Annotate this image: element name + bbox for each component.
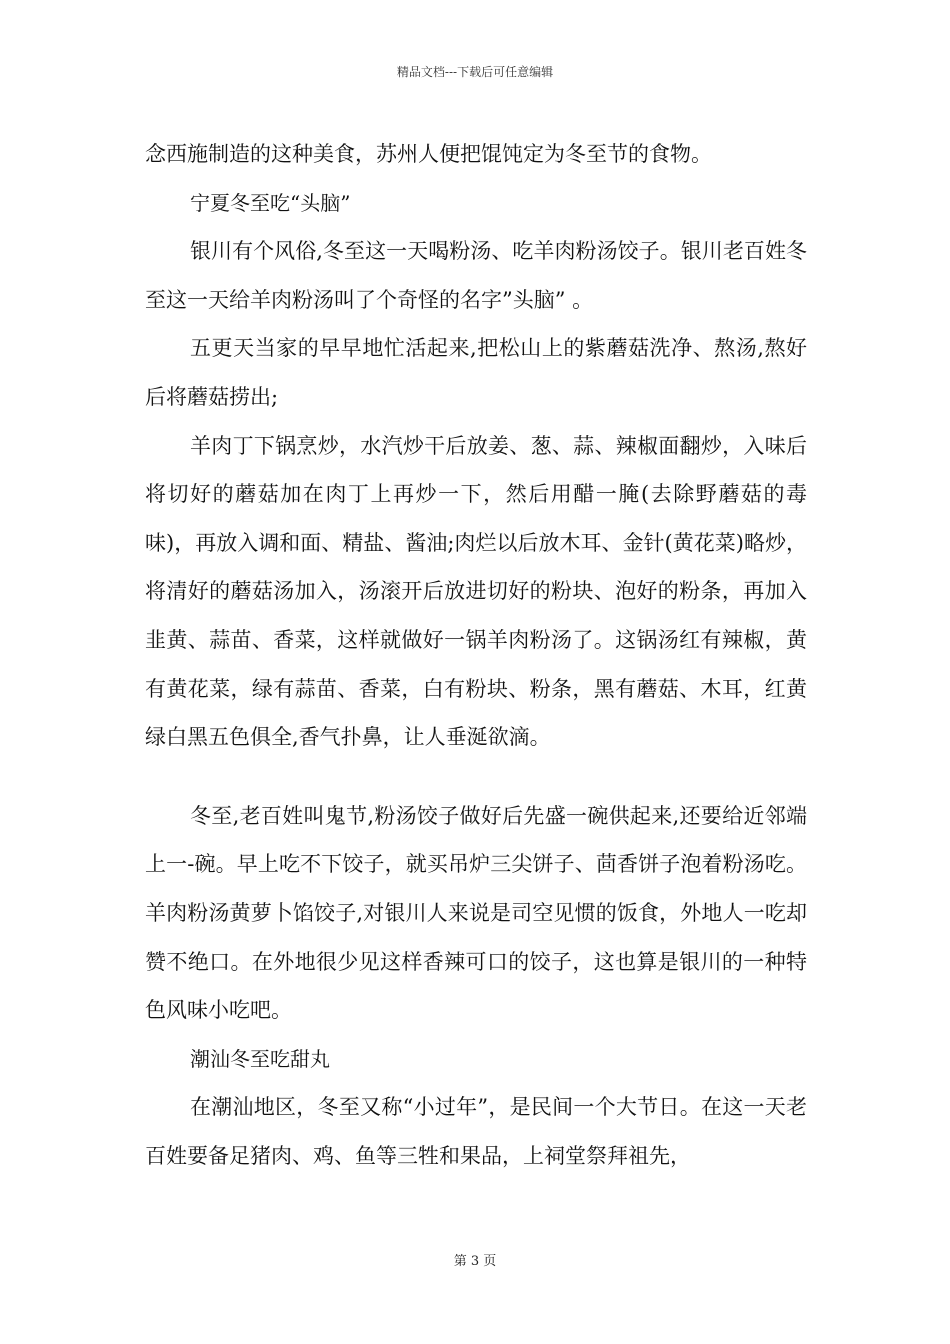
page-number: 第 3 页 (453, 1254, 497, 1269)
paragraph-ghost-festival: 冬至,老百姓叫鬼节,粉汤饺子做好后先盛一碗供起来,还要给近邻端上一-碗。早上吃不下饺子，就买吊炉三尖饼子、茴香饼子泡着粉汤吃。羊肉粉汤黄萝卜馅饺子,对银川人来说是司空见惯的饭食，外地人一吃却赞不绝口。在外地很少见这样香辣可口的饺子，这也算是银川的一种特色风味小吃吧。 (145, 803, 807, 1023)
page-header: 精品文档---下载后可任意编辑 (396, 65, 554, 79)
paragraph-mushroom-soup: 五更天当家的早早地忙活起来,把松山上的紫蘑菇洗净、熬汤,熬好后将蘑菇捞出; (145, 336, 807, 409)
paragraph-mutton-recipe: 羊肉丁下锅烹炒，水汽炒干后放姜、葱、蒜、辣椒面翻炒，入味后将切好的蘑菇加在肉丁上再炒一下，然后用醋一腌(去除野蘑菇的毒味)，再放入调和面、精盐、酱油;肉烂以后放木耳、金针(黄花菜)略炒，将清好的蘑菇汤加入，汤滚开后放进切好的粉块、泡好的粉条，再加入韭黄、蒜苗、香菜，这样就做好一锅羊肉粉汤了。这锅汤红有辣椒，黄有黄花菜，绿有蒜苗、香菜，白有粉块、粉条，黑有蘑菇、木耳，红黄绿白黑五色俱全,香气扑鼻，让人垂涎欲滴。 (145, 433, 807, 750)
section-heading-ningxia: 宁夏冬至吃“头脑” (190, 190, 351, 215)
paragraph-chaoshan-custom: 在潮汕地区，冬至又称“小过年”，是民间一个大节日。在这一天老百姓要备足猪肉、鸡、鱼等三牲和果品，上祠堂祭拜祖先， (145, 1095, 807, 1168)
section-heading-chaoshan: 潮汕冬至吃甜丸 (190, 1046, 330, 1071)
paragraph-continuation: 念西施制造的这种美食，苏州人便把馄饨定为冬至节的食物。 (145, 142, 712, 166)
document-body (145, 130, 807, 1180)
paragraph-yinchuan-custom: 银川有个风俗,冬至这一天喝粉汤、吃羊肉粉汤饺子。银川老百姓冬至这一天给羊肉粉汤叫了个奇怪的名字”头脑” 。 (145, 239, 807, 312)
